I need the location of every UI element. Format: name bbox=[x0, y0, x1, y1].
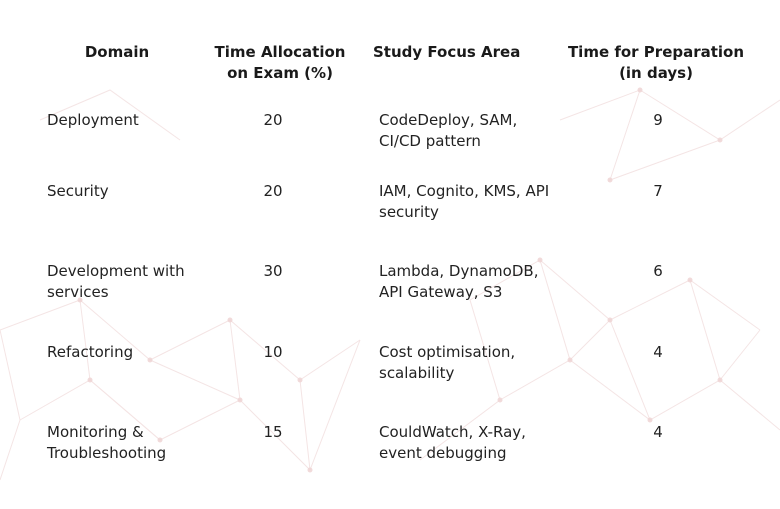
row-domain: Deployment bbox=[47, 111, 139, 129]
row-allocation: 30 bbox=[263, 262, 283, 280]
row-allocation: 20 bbox=[263, 111, 283, 129]
row-domain: Security bbox=[47, 182, 109, 200]
row-focus: IAM, Cognito, KMS, API security bbox=[379, 182, 550, 221]
row-domain: Monitoring & Troubleshooting bbox=[47, 423, 167, 462]
row-focus: Cost optimisation, scalability bbox=[379, 343, 516, 382]
row-days: 7 bbox=[653, 182, 663, 200]
row-domain: Development with services bbox=[47, 262, 185, 301]
row-days: 4 bbox=[653, 343, 663, 361]
header-time-preparation: Time for Preparation (in days) bbox=[567, 43, 745, 82]
header-study-focus: Study Focus Area bbox=[373, 43, 521, 61]
row-focus: Lambda, DynamoDB, API Gateway, S3 bbox=[379, 262, 539, 301]
row-allocation: 15 bbox=[263, 423, 283, 441]
row-domain: Refactoring bbox=[47, 343, 134, 361]
row-allocation: 20 bbox=[263, 182, 283, 200]
row-days: 9 bbox=[653, 111, 663, 129]
row-focus: CodeDeploy, SAM, CI/CD pattern bbox=[379, 111, 518, 150]
header-time-allocation: Time Allocation on Exam (%) bbox=[214, 43, 346, 82]
row-days: 4 bbox=[653, 423, 663, 441]
row-allocation: 10 bbox=[263, 343, 283, 361]
row-focus: CouldWatch, X-Ray, event debugging bbox=[379, 423, 526, 462]
header-domain: Domain bbox=[84, 43, 150, 61]
row-days: 6 bbox=[653, 262, 663, 280]
